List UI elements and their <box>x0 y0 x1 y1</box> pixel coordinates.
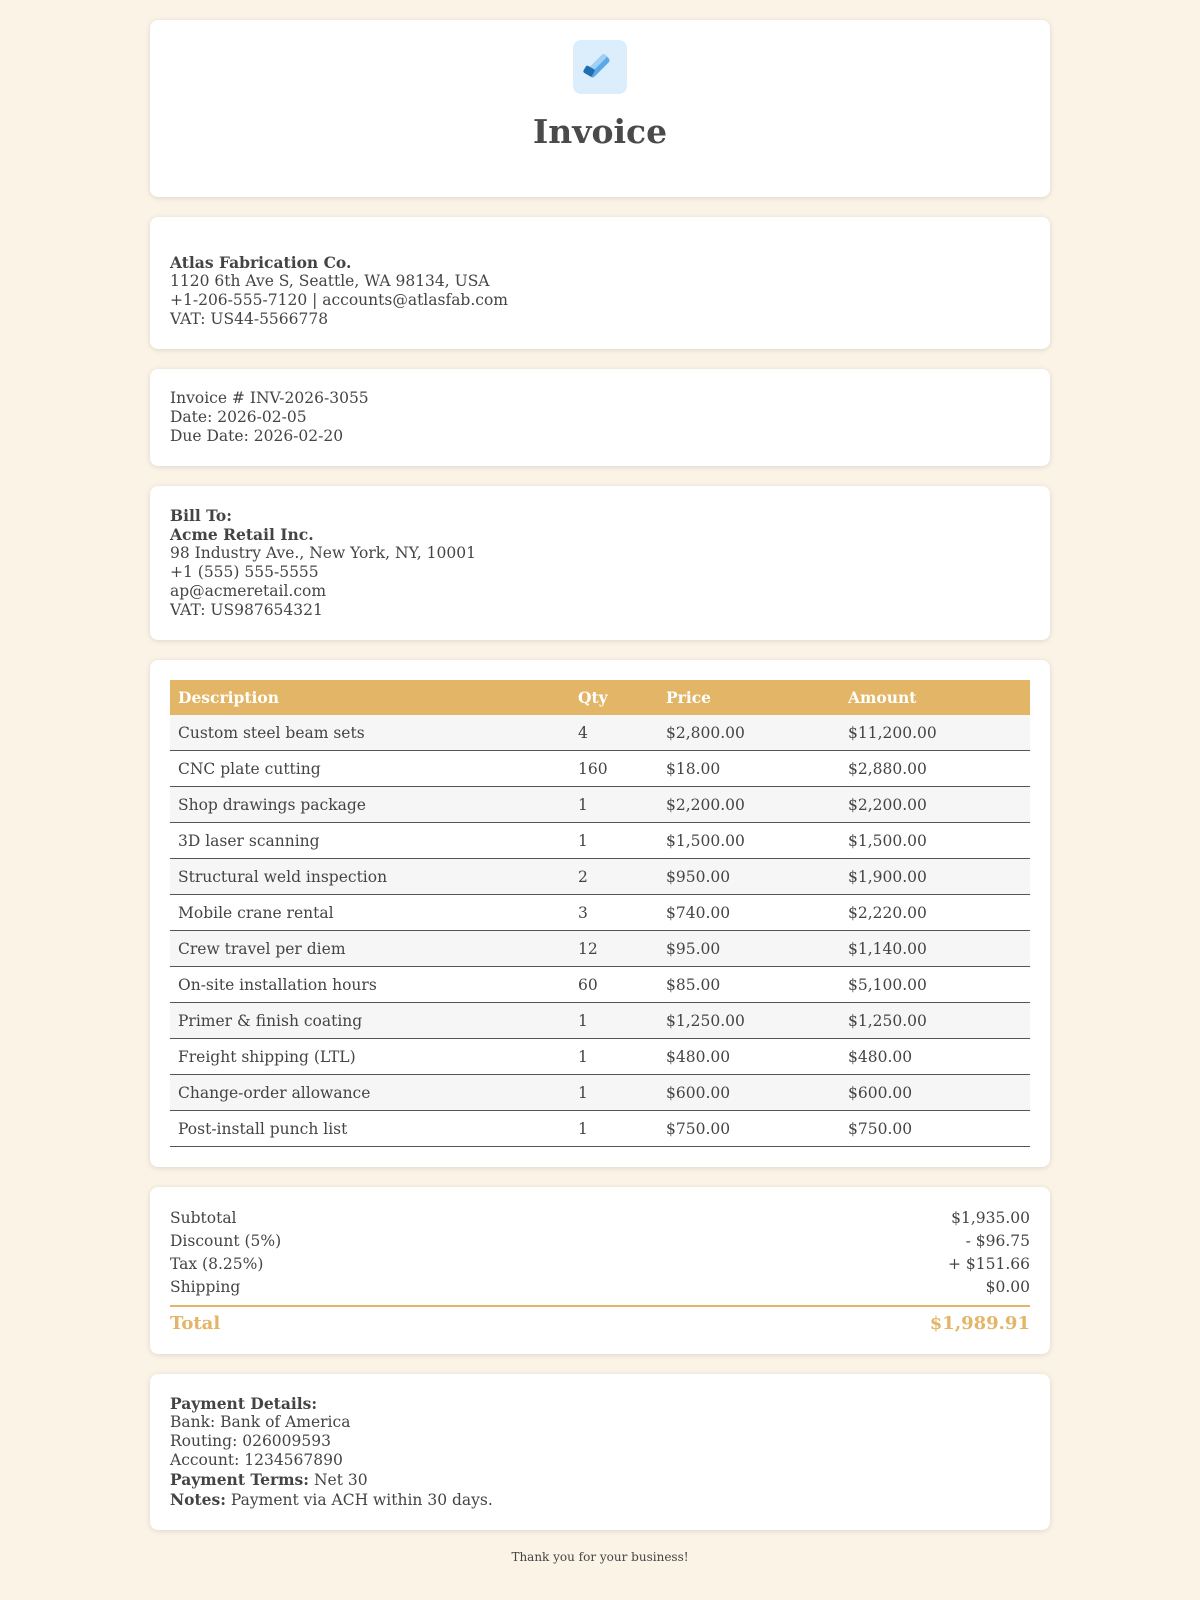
header-amount: Amount <box>840 680 1030 715</box>
item-amount: $2,200.00 <box>840 787 1030 823</box>
item-qty: 1 <box>570 1039 658 1075</box>
table-row <box>170 1003 1030 1039</box>
footer-thanks: Thank you for your business! <box>511 1550 689 1564</box>
line-items-table <box>170 680 1030 1147</box>
item-description: Post-install punch list <box>170 1111 570 1147</box>
payment-details <box>150 1374 1050 1530</box>
item-amount: $1,250.00 <box>840 1003 1030 1039</box>
table-row <box>170 967 1030 1003</box>
item-price: $600.00 <box>658 1075 840 1111</box>
table-row <box>170 859 1030 895</box>
discount-row <box>170 1230 1030 1253</box>
tax-label: Tax (8.25%) <box>170 1255 264 1273</box>
subtotal-value: $1,935.00 <box>951 1209 1030 1227</box>
item-price: $1,500.00 <box>658 823 840 859</box>
shipping-label: Shipping <box>170 1278 241 1296</box>
line-items-card <box>150 660 1050 1167</box>
table-row <box>170 715 1030 751</box>
payment-terms-value: Net 30 <box>313 1471 368 1489</box>
invoice-page <box>150 0 1050 1564</box>
table-header-row <box>170 680 1030 715</box>
invoice-date: Date: 2026-02-05 <box>170 408 307 426</box>
item-qty: 4 <box>570 715 658 751</box>
sender-name: Atlas Fabrication Co. <box>170 253 352 272</box>
bill-to-label: Bill To: <box>170 506 232 525</box>
item-amount: $1,140.00 <box>840 931 1030 967</box>
bill-to-email: ap@acmeretail.com <box>170 582 327 600</box>
bill-to-vat: VAT: US987654321 <box>170 601 323 619</box>
payment-notes-value: Payment via ACH within 30 days. <box>230 1491 493 1509</box>
item-qty: 1 <box>570 1003 658 1039</box>
payment-notes-line <box>170 1490 1030 1510</box>
item-price: $18.00 <box>658 751 840 787</box>
item-price: $2,800.00 <box>658 715 840 751</box>
item-amount: $2,880.00 <box>840 751 1030 787</box>
table-row <box>170 787 1030 823</box>
item-amount: $2,220.00 <box>840 895 1030 931</box>
item-price: $2,200.00 <box>658 787 840 823</box>
discount-label: Discount (5%) <box>170 1232 282 1250</box>
item-description: Freight shipping (LTL) <box>170 1039 570 1075</box>
table-row <box>170 1111 1030 1147</box>
invoice-number: Invoice # INV-2026-3055 <box>170 389 369 407</box>
invoice-header <box>150 20 1050 197</box>
item-description: Structural weld inspection <box>170 859 570 895</box>
bill-to-name: Acme Retail Inc. <box>170 525 314 544</box>
item-price: $750.00 <box>658 1111 840 1147</box>
item-amount: $5,100.00 <box>840 967 1030 1003</box>
item-qty: 1 <box>570 1111 658 1147</box>
item-amount: $750.00 <box>840 1111 1030 1147</box>
sender-vat: VAT: US44-5566778 <box>170 310 329 328</box>
invoice-due-date: Due Date: 2026-02-20 <box>170 427 344 445</box>
item-description: Mobile crane rental <box>170 895 570 931</box>
bill-to-phone: +1 (555) 555-5555 <box>170 563 319 581</box>
sender-address: 1120 6th Ave S, Seattle, WA 98134, USA <box>170 272 490 290</box>
discount-value: - $96.75 <box>965 1232 1030 1250</box>
payment-bank: Bank: Bank of America <box>170 1413 351 1431</box>
item-amount: $1,900.00 <box>840 859 1030 895</box>
table-row <box>170 1075 1030 1111</box>
checkmark-pencil-icon <box>573 40 627 94</box>
payment-account: Account: 1234567890 <box>170 1451 343 1469</box>
item-description: Primer & finish coating <box>170 1003 570 1039</box>
tax-row <box>170 1253 1030 1276</box>
total-value: $1,989.91 <box>929 1313 1030 1334</box>
payment-heading: Payment Details: <box>170 1394 318 1413</box>
item-price: $95.00 <box>658 931 840 967</box>
table-row <box>170 823 1030 859</box>
subtotal-label: Subtotal <box>170 1209 237 1227</box>
item-qty: 2 <box>570 859 658 895</box>
item-qty: 60 <box>570 967 658 1003</box>
item-qty: 3 <box>570 895 658 931</box>
item-description: CNC plate cutting <box>170 751 570 787</box>
item-qty: 1 <box>570 823 658 859</box>
item-amount: $600.00 <box>840 1075 1030 1111</box>
payment-terms-label: Payment Terms: <box>170 1470 310 1489</box>
table-row <box>170 895 1030 931</box>
item-description: Custom steel beam sets <box>170 715 570 751</box>
item-description: Change-order allowance <box>170 1075 570 1111</box>
payment-notes-label: Notes: <box>170 1490 226 1509</box>
item-qty: 1 <box>570 787 658 823</box>
item-qty: 12 <box>570 931 658 967</box>
shipping-value: $0.00 <box>985 1278 1030 1296</box>
item-amount: $11,200.00 <box>840 715 1030 751</box>
sender-contact: +1-206-555-7120 | accounts@atlasfab.com <box>170 291 508 309</box>
payment-terms-line <box>170 1470 1030 1490</box>
item-description: 3D laser scanning <box>170 823 570 859</box>
item-amount: $1,500.00 <box>840 823 1030 859</box>
item-price: $740.00 <box>658 895 840 931</box>
table-row <box>170 931 1030 967</box>
totals-summary <box>150 1187 1050 1354</box>
item-description: Crew travel per diem <box>170 931 570 967</box>
table-row <box>170 1039 1030 1075</box>
bill-to <box>150 486 1050 640</box>
table-row <box>170 751 1030 787</box>
shipping-row <box>170 1276 1030 1299</box>
subtotal-row <box>170 1207 1030 1230</box>
grand-total-row <box>170 1305 1030 1334</box>
item-price: $950.00 <box>658 859 840 895</box>
item-qty: 160 <box>570 751 658 787</box>
sender-info <box>150 217 1050 349</box>
item-amount: $480.00 <box>840 1039 1030 1075</box>
bill-to-address: 98 Industry Ave., New York, NY, 10001 <box>170 544 476 562</box>
header-description: Description <box>170 680 570 715</box>
header-price: Price <box>658 680 840 715</box>
item-price: $85.00 <box>658 967 840 1003</box>
header-qty: Qty <box>570 680 658 715</box>
invoice-meta <box>150 369 1050 466</box>
item-description: On-site installation hours <box>170 967 570 1003</box>
payment-routing: Routing: 026009593 <box>170 1432 331 1450</box>
item-price: $1,250.00 <box>658 1003 840 1039</box>
total-label: Total <box>170 1313 221 1334</box>
page-title: Invoice <box>532 112 668 151</box>
item-description: Shop drawings package <box>170 787 570 823</box>
item-qty: 1 <box>570 1075 658 1111</box>
tax-value: + $151.66 <box>947 1255 1030 1273</box>
item-price: $480.00 <box>658 1039 840 1075</box>
